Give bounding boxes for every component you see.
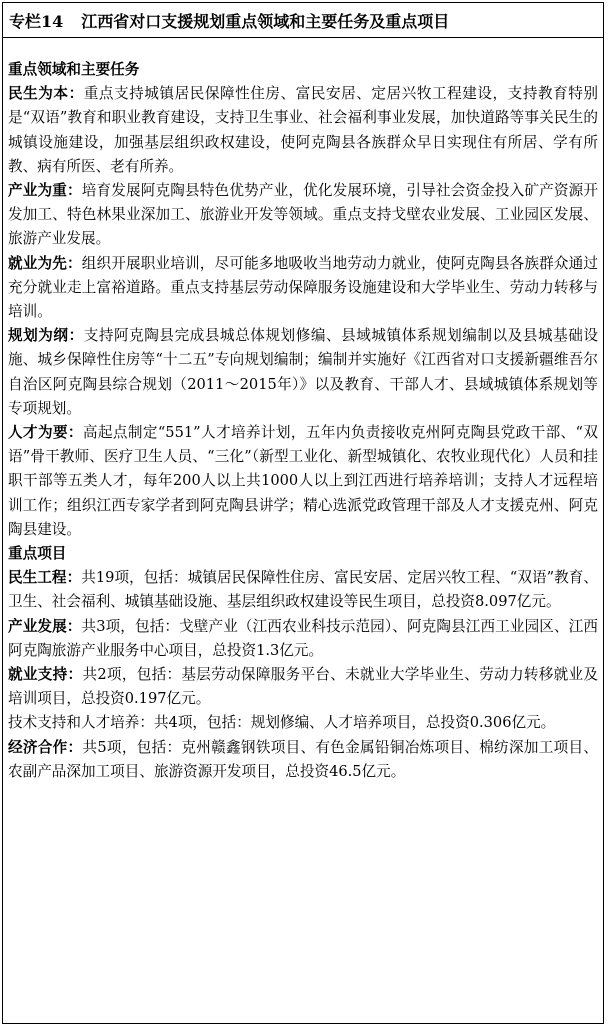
paragraph-text: 培育发展阿克陶县特色优势产业，优化发展环境，引导社会资金投入矿产资源开发加工、特色林果业深加工、旅游业开发等领域。重点支持戈壁农业发展、工业园区发展、旅游产业发展。 <box>8 182 598 248</box>
paragraph-project-2 <box>8 615 598 663</box>
paragraph-focus-3 <box>8 252 598 325</box>
paragraph-lead: 产业发展： <box>8 617 82 635</box>
paragraph-lead: 民生工程： <box>8 569 82 587</box>
paragraph-lead: 就业支持： <box>8 666 83 684</box>
paragraph-text: 共5项，包括：克州赣鑫钢铁项目、有色金属铅铜冶炼项目、棉纺深加工项目、农副产品深加工项目、旅游资源开发项目，总投资46.5亿元。 <box>8 738 598 780</box>
sidebar-box <box>2 2 604 1024</box>
section-heading-projects: 重点项目 <box>8 545 67 563</box>
section-heading-focus: 重点领域和主要任务 <box>8 61 140 78</box>
paragraph-text: 共3项，包括：戈壁产业（江西农业科技示范园）、阿克陶县江西工业园区、江西阿克陶旅游产业服务中心项目，总投资1.3亿元。 <box>8 617 598 659</box>
paragraph-project-4 <box>8 711 598 735</box>
paragraph-focus-1 <box>8 82 598 179</box>
paragraph-text: 重点支持城镇居民保障性住房、富民安居、定居兴牧工程建设，支持教育特别是“双语”教育和职业教育建设，支持卫生事业、社会福利事业发展，加快道路等事关民生的城镇设施建设，加强基层组织政权建设，使阿克陶县各族群众早日实现住有所居、学有所教、病有所医、老有所养。 <box>8 85 598 175</box>
paragraph-lead: 规划为纲： <box>8 327 84 345</box>
paragraph-text: 共19项，包括：城镇居民保障性住房、富民安居、定居兴牧工程、“双语”教育、卫生、社会福利、城镇基础设施、基层组织政权建设等民生项目，总投资8.097亿元。 <box>8 569 598 611</box>
paragraph-project-1 <box>8 566 598 614</box>
box-content <box>3 38 603 784</box>
box-title: 江西省对口支援规划重点领域和主要任务及重点项目 <box>81 11 450 31</box>
paragraph-focus-2 <box>8 179 598 252</box>
paragraph-lead: 人才为要： <box>8 424 83 442</box>
paragraph-project-5 <box>8 736 598 784</box>
paragraph-text: 共2项，包括：基层劳动保障服务平台、未就业大学毕业生、劳动力转移就业及培训项目，总投资0.197亿元。 <box>8 666 598 708</box>
paragraph-text: 组织开展职业培训，尽可能多地吸收当地劳动力就业，使阿克陶县各族群众通过充分就业走上富裕道路。重点支持基层劳动保障服务设施建设和大学毕业生、劳动力转移与培训。 <box>8 254 598 321</box>
paragraph-text: 技术支持和人才培养：共4项，包括：规划修编、人才培养项目，总投资0.306亿元。 <box>8 714 556 732</box>
box-title-row <box>3 3 603 38</box>
paragraph-focus-4 <box>8 324 598 421</box>
paragraph-focus-5 <box>8 421 598 542</box>
paragraph-text: 高起点制定“551”人才培养计划，五年内负责接收克州阿克陶县党政干部、“双语”骨干教师、医疗卫生人员、“三化”（新型工业化、新型城镇化、农牧业现代化）人员和挂职干部等五类人才，每年200人以上共1000人以上到江西进行培养培训；支持人才远程培训工作；组织江西专家学者到阿克陶县讲学；精心选派党政管理干部及人才支援克州、阿克陶县建设。 <box>8 424 598 538</box>
box-label: 专栏14 <box>9 11 64 31</box>
paragraph-lead: 就业为先： <box>8 254 82 272</box>
paragraph-lead: 产业为重： <box>8 182 82 200</box>
paragraph-lead: 经济合作： <box>8 738 83 756</box>
paragraph-project-3 <box>8 663 598 711</box>
paragraph-lead: 民生为本： <box>8 85 84 103</box>
paragraph-text: 支持阿克陶县完成县城总体规划修编、县域城镇体系规划编制以及县城基础设施、城乡保障性住房等“十二五”专向规划编制；编制并实施好《江西省对口支援新疆维吾尔自治区阿克陶县综合规划（2011～2015年）》以及教育、干部人才、县域城镇体系规划等专项规划。 <box>8 327 598 417</box>
